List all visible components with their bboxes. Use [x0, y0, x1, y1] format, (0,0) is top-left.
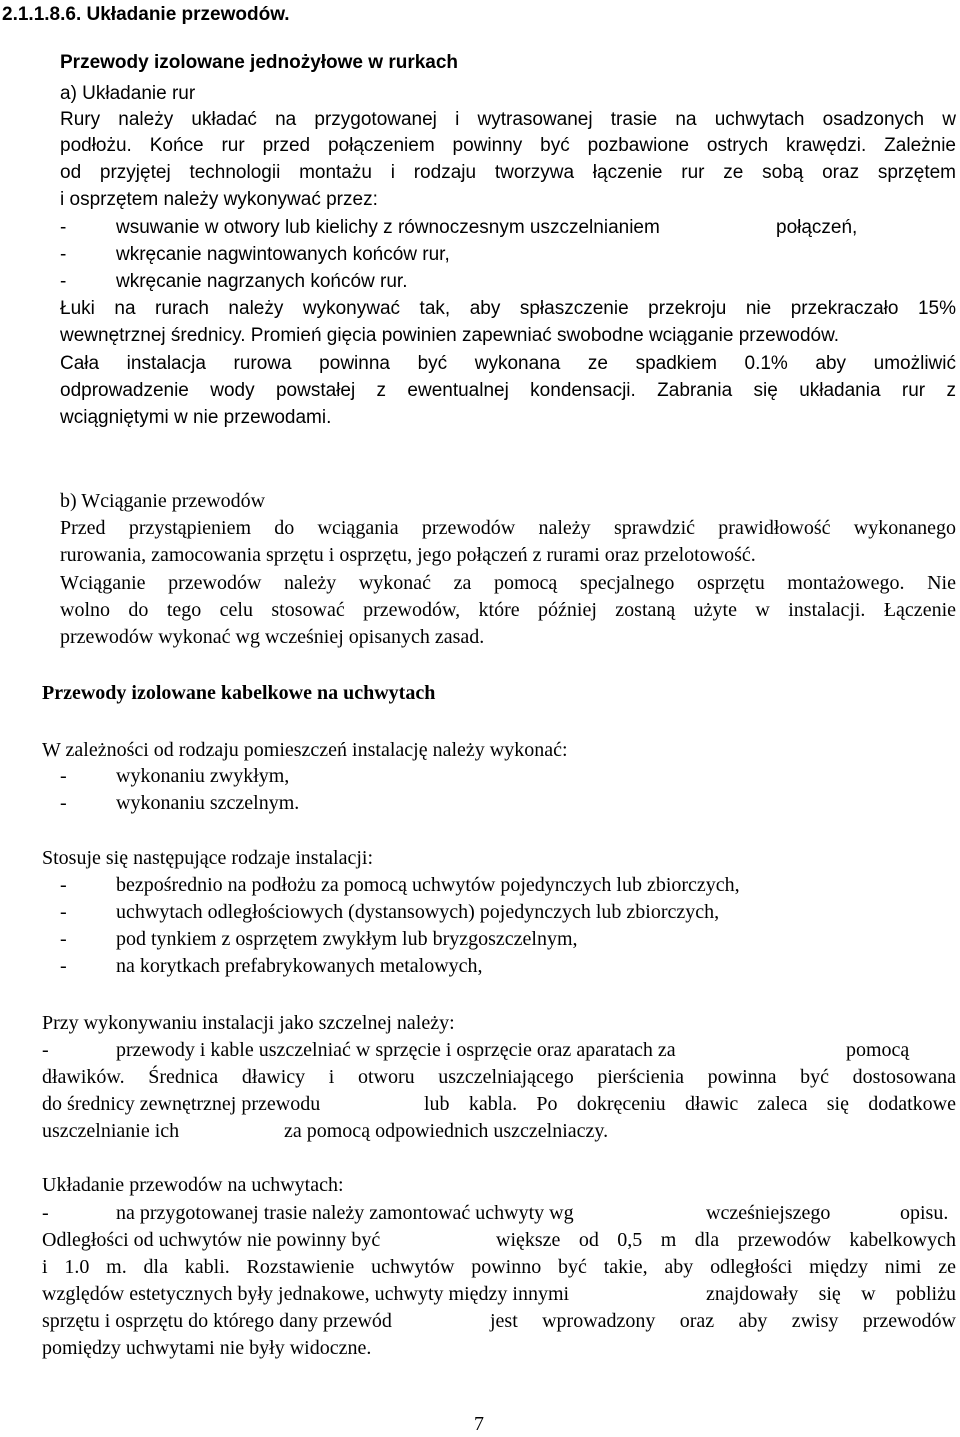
list-dash: -	[60, 271, 67, 292]
list-item: bezpośrednio na podłożu za pomocą uchwytów pojedynczych lub zbiorczych,	[116, 874, 740, 896]
paragraph-line: W zależności od rodzaju pomieszczeń instalację należy wykonać:	[42, 739, 568, 761]
list-dash: -	[42, 1202, 49, 1224]
paragraph-line: uszczelnianie ich	[42, 1120, 180, 1142]
paragraph-line: Wciąganie przewodów należy wykonać za pomocą specjalnego osprzętu montażowego. Nie	[60, 572, 956, 594]
paragraph-line: dławików. Średnica dławicy i otworu uszczelniającego pierścienia powinna być dostosowana	[42, 1066, 956, 1088]
paragraph-line: Przed przystąpieniem do wciągania przewodów należy sprawdzić prawidłowość wykonanego	[60, 517, 956, 539]
paragraph-line: Stosuje się następujące rodzaje instalacji:	[42, 847, 373, 869]
paragraph-line: podłożu. Końce rur przed połączeniem powinny być pozbawione ostrych krawędzi. Zależnie	[60, 135, 956, 156]
paragraph-line: wciągniętymi w nie przewodami.	[60, 407, 332, 428]
list-dash: -	[60, 955, 67, 977]
paragraph-line: przewody i kable uszczelniać w sprzęcie i osprzęcie oraz aparatach za	[116, 1039, 676, 1061]
paragraph-line: większe od 0,5 m dla przewodów kabelkowych	[496, 1229, 956, 1251]
paragraph-line: jest wprowadzony oraz aby zwisy przewodów	[490, 1310, 956, 1332]
list-dash: -	[60, 792, 67, 814]
list-item: pod tynkiem z osprzętem zwykłym lub bryzgoszczelnym,	[116, 928, 578, 950]
paragraph-line: wolno do tego celu stosować przewodów, które później zostaną użyte w instalacji. Łączenie	[60, 599, 956, 621]
paragraph-line: odprowadzenie wody powstałej z ewentualnej kondensacji. Zabrania się układania rur z	[60, 380, 956, 401]
paragraph-line: lub kabla. Po dokręceniu dławic zaleca się dodatkowe	[424, 1093, 956, 1115]
paragraph-line: na przygotowanej trasie należy zamontować uchwyty wg	[116, 1202, 574, 1224]
list-item: wkręcanie nagwintowanych końców rur,	[116, 244, 450, 265]
paragraph-line: wcześniejszego	[706, 1202, 831, 1224]
list-dash: -	[60, 901, 67, 923]
paragraph-line: względów estetycznych były jednakowe, uchwyty między innymi	[42, 1283, 570, 1305]
list-item: uchwytach odległościowych (dystansowych) pojedynczych lub zbiorczych,	[116, 901, 720, 923]
paragraph-line: Cała instalacja rurowa powinna być wykonana ze spadkiem 0.1% aby umożliwić	[60, 353, 956, 374]
list-item: wkręcanie nagrzanych końców rur.	[116, 271, 408, 292]
paragraph-line: i osprzętem należy wykonywać przez:	[60, 189, 378, 210]
paragraph-line: i 1.0 m. dla kabli. Rozstawienie uchwytów powinno być takie, aby odległości między nimi ze	[42, 1256, 956, 1278]
paragraph-line: wewnętrznej średnicy. Promień gięcia powinien zapewniać swobodne wciąganie przewodów.	[60, 325, 840, 346]
paragraph-line: Układanie przewodów na uchwytach:	[42, 1174, 344, 1196]
paragraph-line: pomocą	[846, 1039, 910, 1061]
paragraph-line: Odległości od uchwytów nie powinny być	[42, 1229, 381, 1251]
list-dash: -	[60, 217, 67, 238]
list-dash: -	[60, 874, 67, 896]
list-item: wykonaniu szczelnym.	[116, 792, 300, 814]
subsection-title-1: Przewody izolowane jednożyłowe w rurkach	[60, 52, 459, 73]
item-b-title: b) Wciąganie przewodów	[60, 490, 266, 512]
section-heading: 2.1.1.8.6. Układanie przewodów.	[2, 4, 290, 25]
paragraph-line: przewodów wykonać wg wcześniej opisanych zasad.	[60, 626, 485, 648]
paragraph-line: za pomocą odpowiednich uszczelniaczy.	[284, 1120, 609, 1142]
list-dash: -	[60, 244, 67, 265]
page-number: 7	[474, 1413, 484, 1435]
list-dash: -	[42, 1039, 49, 1061]
paragraph-line: sprzętu i osprzętu do którego dany przewód	[42, 1310, 392, 1332]
list-item: wsuwanie w otwory lub kielichy z równoczesnym uszczelnianiem	[116, 217, 660, 238]
paragraph-line: do średnicy zewnętrznej przewodu	[42, 1093, 321, 1115]
paragraph-line: Rury należy układać na przygotowanej i wytrasowanej trasie na uchwytach osadzonych w	[60, 109, 956, 130]
paragraph-line: od przyjętej technologii montażu i rodzaju tworzywa łączenie rur ze sobą oraz sprzętem	[60, 162, 956, 183]
paragraph-line: Łuki na rurach należy wykonywać tak, aby spłaszczenie przekroju nie przekraczało 15%	[60, 298, 956, 319]
list-item-tail: połączeń,	[776, 217, 858, 238]
list-item: wykonaniu zwykłym,	[116, 765, 290, 787]
paragraph-line: znajdowały się w pobliżu	[706, 1283, 956, 1305]
list-dash: -	[60, 928, 67, 950]
paragraph-line: rurowania, zamocowania sprzętu i osprzętu, jego połączeń z rurami oraz przelotowość.	[60, 544, 756, 566]
item-a-title: a) Układanie rur	[60, 83, 196, 104]
list-item: na korytkach prefabrykowanych metalowych,	[116, 955, 483, 977]
subsection-title-2: Przewody izolowane kabelkowe na uchwytach	[42, 682, 436, 704]
paragraph-line: pomiędzy uchwytami nie były widoczne.	[42, 1337, 372, 1359]
paragraph-line: opisu.	[900, 1202, 949, 1224]
list-dash: -	[60, 765, 67, 787]
paragraph-line: Przy wykonywaniu instalacji jako szczelnej należy:	[42, 1012, 455, 1034]
